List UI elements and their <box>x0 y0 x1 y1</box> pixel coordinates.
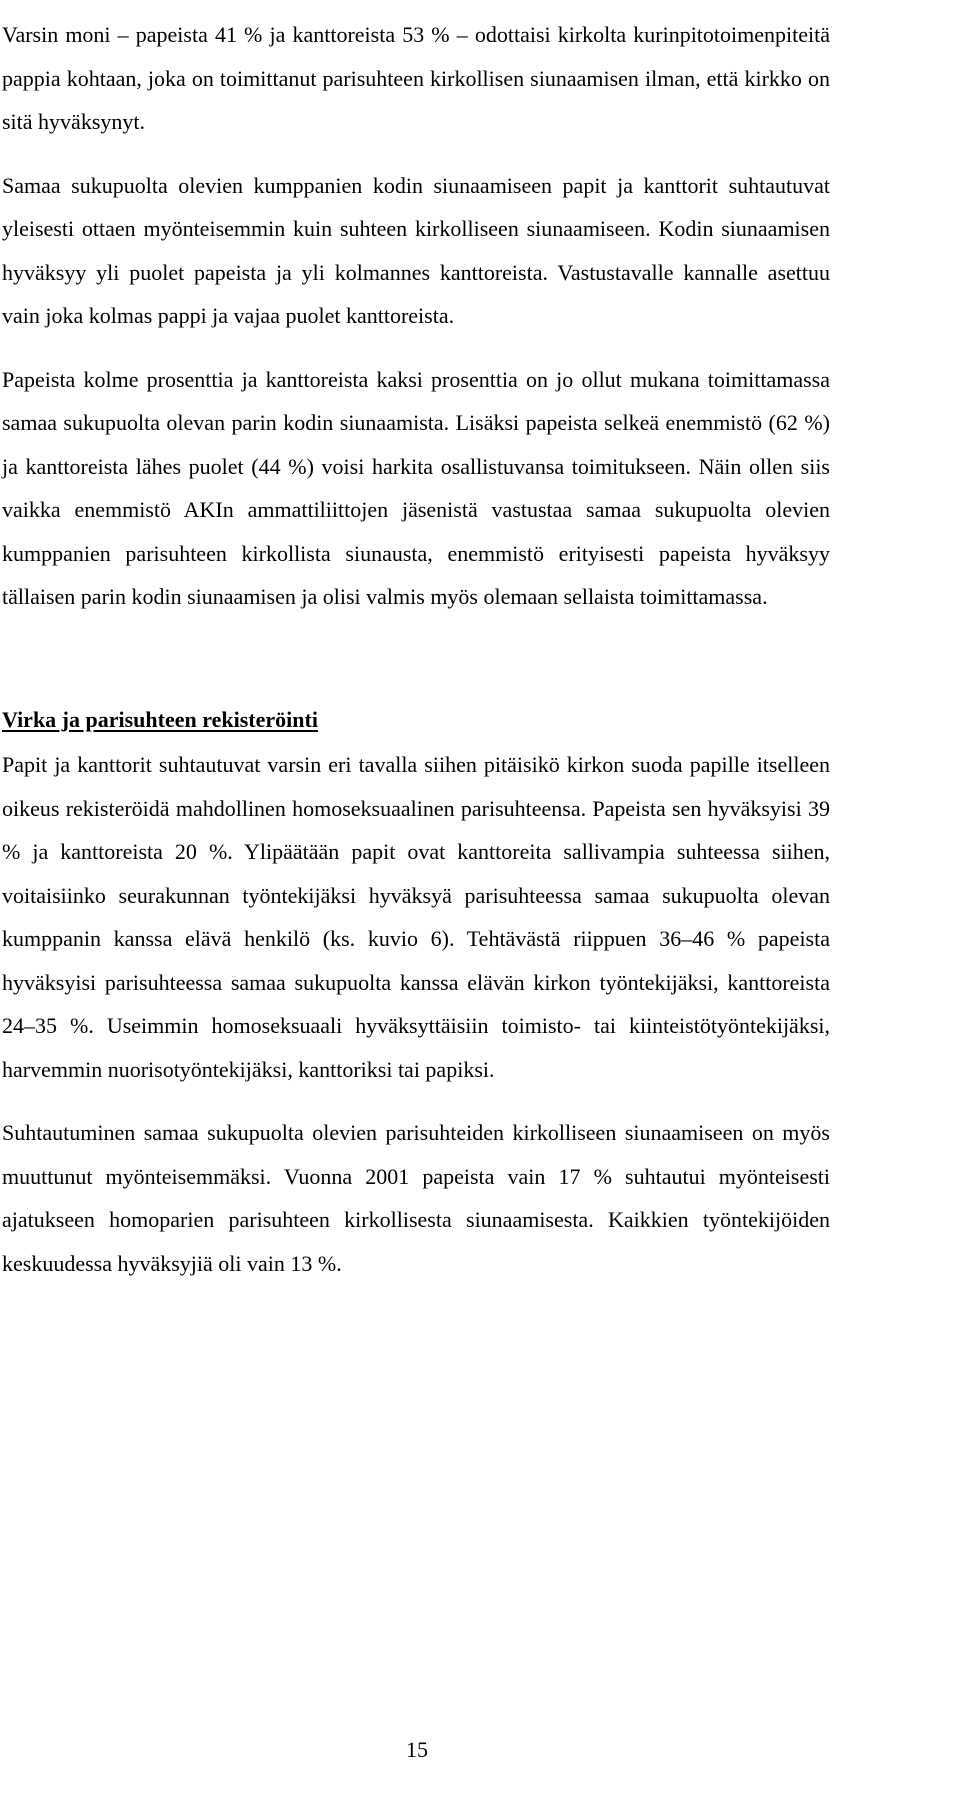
page-content <box>2 0 830 1285</box>
paragraph-home-blessing: Samaa sukupuolta olevien kumppanien kodin siunaamiseen papit ja kanttorit suhtautuvat yleisesti ottaen myönteisemmin kuin suhteen kirkolliseen siunaamiseen. Kodin siunaamisen hyväksyy yli puolet papeista ja yli kolmannes kanttoreista. Vastustavalle kannalle asettuu vain joka kolmas pappi ja vajaa puolet kanttoreista. <box>2 172 830 328</box>
page-number: 15 <box>406 1737 428 1762</box>
paragraph-participation: Papeista kolme prosenttia ja kanttoreista kaksi prosenttia on jo ollut mukana toimittamassa samaa sukupuolta olevan parin kodin siunaamista. Lisäksi papeista selkeä enemmistö (62 %) ja kanttoreista lähes puolet (44 %) voisi harkita osallistuvansa toimitukseen. Näin ollen siis vaikka enemmistö AKIn ammattiliittojen jäsenistä vastustaa samaa sukupuolta olevien kumppanien parisuhteen kirkollista siunausta, enemmistö erityisesti papeista hyväksyy tällaisen parin kodin siunaamisen ja olisi valmis myös olemaan sellaista toimittamassa. <box>2 366 830 609</box>
paragraph-registration: Papit ja kanttorit suhtautuvat varsin eri tavalla siihen pitäisikö kirkon suoda papille itselleen oikeus rekisteröidä mahdollinen homoseksuaalinen parisuhteensa. Papeista sen hyväksyisi 39 % ja kanttoreista 20 %. Ylipäätään papit ovat kanttoreita sallivampia suhteessa siihen, voitaisiinko seurakunnan työntekijäksi hyväksyä parisuhteessa samaa sukupuolta olevan kumppanin kanssa elävä henkilö (ks. kuvio 6). Tehtävästä riippuen 36–46 % papeista hyväksyisi parisuhteessa samaa sukupuolta kanssa elävän kirkon työntekijäksi, kanttoreista 24–35 %. Useimmin homoseksuaali hyväksyttäisiin toimisto- tai kiinteistötyöntekijäksi, harvemmin nuorisotyöntekijäksi, kanttoriksi tai papiksi. <box>2 752 830 1082</box>
paragraph-attitude-change: Suhtautuminen samaa sukupuolta olevien parisuhteiden kirkolliseen siunaamiseen on myös muuttunut myönteisemmäksi. Vuonna 2001 papeista vain 17 % suhtautui myönteisesti ajatukseen homoparien parisuhteen kirkollisesta siunaamisesta. Kaikkien työntekijöiden keskuudessa hyväksyjiä oli vain 13 %. <box>2 1120 830 1276</box>
section-heading: Virka ja parisuhteen rekisteröinti <box>2 706 318 732</box>
paragraph-disciplinary-measures: Varsin moni – papeista 41 % ja kanttoreista 53 % – odottaisi kirkolta kurinpitotoimenpiteitä pappia kohtaan, joka on toimittanut parisuhteen kirkollisen siunaamisen ilman, että kirkko on sitä hyväksynyt. <box>2 22 830 134</box>
